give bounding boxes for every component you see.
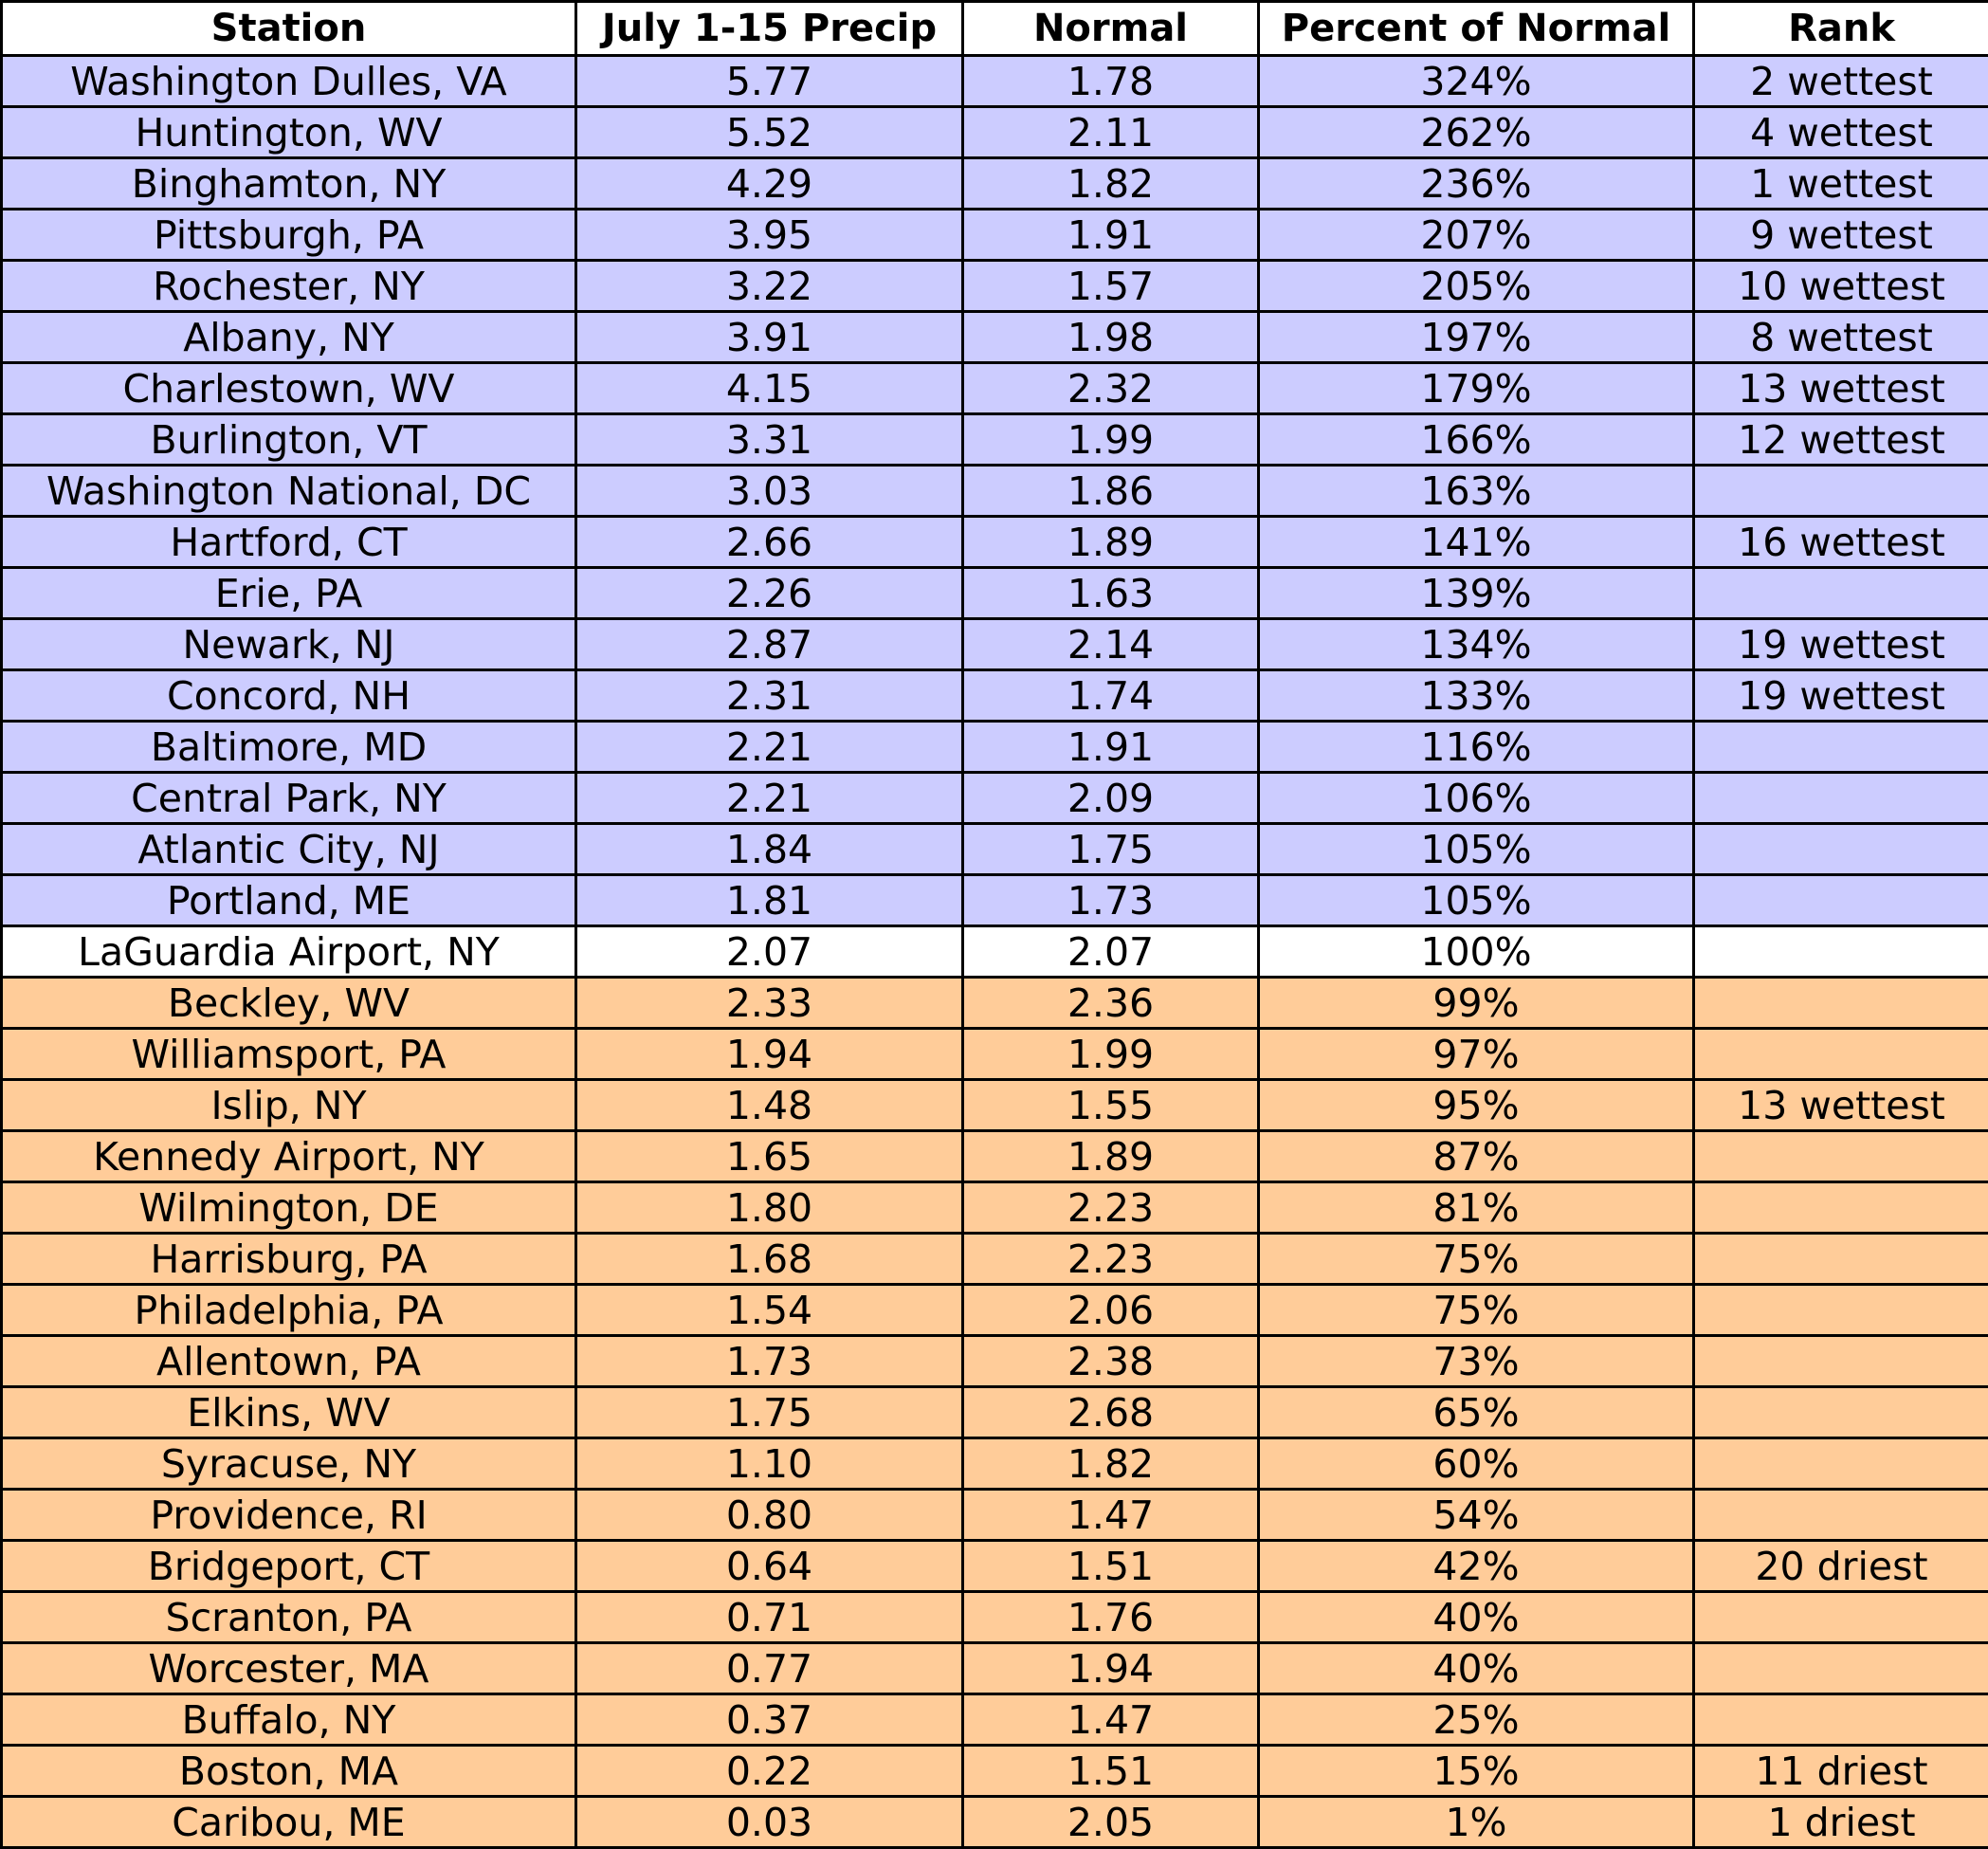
percent-cell: 65% — [1259, 1387, 1694, 1438]
percent-cell: 163% — [1259, 466, 1694, 517]
table-row — [2, 210, 1988, 261]
normal-cell: 1.51 — [963, 1746, 1259, 1797]
table-row — [2, 1541, 1988, 1592]
station-cell: Worcester, MA — [2, 1643, 576, 1694]
station-cell: Scranton, PA — [2, 1592, 576, 1643]
station-cell: Albany, NY — [2, 312, 576, 363]
rank-cell — [1694, 1234, 1988, 1285]
station-cell: Buffalo, NY — [2, 1694, 576, 1746]
normal-cell: 1.55 — [963, 1080, 1259, 1131]
percent-cell: 99% — [1259, 978, 1694, 1029]
normal-cell: 1.86 — [963, 466, 1259, 517]
precip-cell: 5.52 — [576, 107, 963, 158]
precip-cell: 1.10 — [576, 1438, 963, 1490]
precip-cell: 4.29 — [576, 158, 963, 210]
rank-cell — [1694, 1387, 1988, 1438]
rank-cell: 13 wettest — [1694, 1080, 1988, 1131]
normal-cell: 1.98 — [963, 312, 1259, 363]
rank-cell — [1694, 1182, 1988, 1234]
percent-cell: 197% — [1259, 312, 1694, 363]
precip-cell: 0.77 — [576, 1643, 963, 1694]
normal-cell: 2.11 — [963, 107, 1259, 158]
normal-cell: 1.91 — [963, 722, 1259, 773]
rank-cell — [1694, 1643, 1988, 1694]
table-body — [2, 56, 1988, 1848]
station-cell: Concord, NH — [2, 670, 576, 722]
table-row — [2, 107, 1988, 158]
rank-cell — [1694, 1438, 1988, 1490]
normal-cell: 1.63 — [963, 568, 1259, 619]
percent-cell: 40% — [1259, 1592, 1694, 1643]
normal-cell: 1.74 — [963, 670, 1259, 722]
percent-cell: 60% — [1259, 1438, 1694, 1490]
station-cell: Wilmington, DE — [2, 1182, 576, 1234]
table-row — [2, 1643, 1988, 1694]
rank-cell — [1694, 1336, 1988, 1387]
station-cell: Allentown, PA — [2, 1336, 576, 1387]
percent-cell: 40% — [1259, 1643, 1694, 1694]
table-row — [2, 1438, 1988, 1490]
normal-cell: 1.82 — [963, 158, 1259, 210]
station-cell: Providence, RI — [2, 1490, 576, 1541]
precip-cell: 0.22 — [576, 1746, 963, 1797]
station-cell: Caribou, ME — [2, 1797, 576, 1848]
normal-cell: 1.57 — [963, 261, 1259, 312]
precip-cell: 4.15 — [576, 363, 963, 414]
rank-cell: 19 wettest — [1694, 670, 1988, 722]
percent-cell: 133% — [1259, 670, 1694, 722]
table-row — [2, 568, 1988, 619]
precip-cell: 3.03 — [576, 466, 963, 517]
station-cell: Beckley, WV — [2, 978, 576, 1029]
rank-cell — [1694, 1490, 1988, 1541]
station-cell: Burlington, VT — [2, 414, 576, 466]
table-row — [2, 56, 1988, 107]
table-row — [2, 1234, 1988, 1285]
rank-cell — [1694, 1694, 1988, 1746]
header-percent: Percent of Normal — [1259, 2, 1694, 56]
rank-cell: 13 wettest — [1694, 363, 1988, 414]
table-row — [2, 619, 1988, 670]
normal-cell: 2.38 — [963, 1336, 1259, 1387]
percent-cell: 205% — [1259, 261, 1694, 312]
precip-cell: 0.71 — [576, 1592, 963, 1643]
normal-cell: 2.06 — [963, 1285, 1259, 1336]
table-row — [2, 1336, 1988, 1387]
station-cell: Washington Dulles, VA — [2, 56, 576, 107]
table-row — [2, 1131, 1988, 1182]
precip-cell: 2.21 — [576, 722, 963, 773]
precip-cell: 5.77 — [576, 56, 963, 107]
normal-cell: 2.36 — [963, 978, 1259, 1029]
station-cell: Rochester, NY — [2, 261, 576, 312]
percent-cell: 87% — [1259, 1131, 1694, 1182]
station-cell: Syracuse, NY — [2, 1438, 576, 1490]
precip-cell: 1.54 — [576, 1285, 963, 1336]
percent-cell: 25% — [1259, 1694, 1694, 1746]
precip-cell: 1.68 — [576, 1234, 963, 1285]
percent-cell: 105% — [1259, 875, 1694, 926]
station-cell: Portland, ME — [2, 875, 576, 926]
rank-cell: 2 wettest — [1694, 56, 1988, 107]
precip-cell: 0.80 — [576, 1490, 963, 1541]
normal-cell: 2.07 — [963, 926, 1259, 978]
normal-cell: 1.47 — [963, 1694, 1259, 1746]
normal-cell: 2.23 — [963, 1182, 1259, 1234]
percent-cell: 100% — [1259, 926, 1694, 978]
station-cell: Newark, NJ — [2, 619, 576, 670]
precip-cell: 3.31 — [576, 414, 963, 466]
percent-cell: 207% — [1259, 210, 1694, 261]
table-row — [2, 1746, 1988, 1797]
rank-cell — [1694, 1285, 1988, 1336]
percent-cell: 179% — [1259, 363, 1694, 414]
normal-cell: 1.89 — [963, 517, 1259, 568]
rank-cell: 10 wettest — [1694, 261, 1988, 312]
percent-cell: 95% — [1259, 1080, 1694, 1131]
station-cell: Boston, MA — [2, 1746, 576, 1797]
station-cell: Huntington, WV — [2, 107, 576, 158]
table-row — [2, 1694, 1988, 1746]
percent-cell: 73% — [1259, 1336, 1694, 1387]
table-row — [2, 824, 1988, 875]
normal-cell: 1.94 — [963, 1643, 1259, 1694]
rank-cell: 8 wettest — [1694, 312, 1988, 363]
station-cell: Central Park, NY — [2, 773, 576, 824]
precip-cell: 1.73 — [576, 1336, 963, 1387]
percent-cell: 1% — [1259, 1797, 1694, 1848]
table-row — [2, 1490, 1988, 1541]
normal-cell: 1.78 — [963, 56, 1259, 107]
header-row — [2, 2, 1988, 56]
precip-cell: 3.95 — [576, 210, 963, 261]
rank-cell: 19 wettest — [1694, 619, 1988, 670]
table-row — [2, 670, 1988, 722]
normal-cell: 2.68 — [963, 1387, 1259, 1438]
precip-cell: 2.07 — [576, 926, 963, 978]
normal-cell: 2.23 — [963, 1234, 1259, 1285]
station-cell: LaGuardia Airport, NY — [2, 926, 576, 978]
precip-cell: 0.37 — [576, 1694, 963, 1746]
percent-cell: 324% — [1259, 56, 1694, 107]
rank-cell — [1694, 824, 1988, 875]
table-row — [2, 414, 1988, 466]
rank-cell: 4 wettest — [1694, 107, 1988, 158]
precip-cell: 1.81 — [576, 875, 963, 926]
percent-cell: 15% — [1259, 1746, 1694, 1797]
normal-cell: 1.73 — [963, 875, 1259, 926]
percent-cell: 134% — [1259, 619, 1694, 670]
station-cell: Pittsburgh, PA — [2, 210, 576, 261]
precip-cell: 1.94 — [576, 1029, 963, 1080]
table-row — [2, 722, 1988, 773]
precip-cell: 2.66 — [576, 517, 963, 568]
precip-cell: 1.65 — [576, 1131, 963, 1182]
normal-cell: 2.09 — [963, 773, 1259, 824]
header-station: Station — [2, 2, 576, 56]
precip-cell: 2.26 — [576, 568, 963, 619]
table-header — [2, 2, 1988, 56]
table-row — [2, 1029, 1988, 1080]
precip-cell: 2.33 — [576, 978, 963, 1029]
rank-cell: 20 driest — [1694, 1541, 1988, 1592]
normal-cell: 2.05 — [963, 1797, 1259, 1848]
normal-cell: 1.47 — [963, 1490, 1259, 1541]
table-row — [2, 1080, 1988, 1131]
rank-cell — [1694, 1592, 1988, 1643]
station-cell: Harrisburg, PA — [2, 1234, 576, 1285]
rank-cell — [1694, 1029, 1988, 1080]
station-cell: Williamsport, PA — [2, 1029, 576, 1080]
percent-cell: 262% — [1259, 107, 1694, 158]
table-row — [2, 875, 1988, 926]
station-cell: Erie, PA — [2, 568, 576, 619]
precip-cell: 2.87 — [576, 619, 963, 670]
precip-cell: 2.21 — [576, 773, 963, 824]
table-row — [2, 312, 1988, 363]
percent-cell: 42% — [1259, 1541, 1694, 1592]
table-row — [2, 517, 1988, 568]
normal-cell: 2.14 — [963, 619, 1259, 670]
station-cell: Islip, NY — [2, 1080, 576, 1131]
normal-cell: 1.99 — [963, 1029, 1259, 1080]
station-cell: Bridgeport, CT — [2, 1541, 576, 1592]
percent-cell: 105% — [1259, 824, 1694, 875]
precip-cell: 1.80 — [576, 1182, 963, 1234]
table-row — [2, 1182, 1988, 1234]
percent-cell: 75% — [1259, 1234, 1694, 1285]
normal-cell: 1.99 — [963, 414, 1259, 466]
header-precip: July 1-15 Precip — [576, 2, 963, 56]
rank-cell — [1694, 773, 1988, 824]
station-cell: Charlestown, WV — [2, 363, 576, 414]
station-cell: Binghamton, NY — [2, 158, 576, 210]
percent-cell: 139% — [1259, 568, 1694, 619]
rank-cell — [1694, 722, 1988, 773]
station-cell: Baltimore, MD — [2, 722, 576, 773]
normal-cell: 1.75 — [963, 824, 1259, 875]
percent-cell: 236% — [1259, 158, 1694, 210]
precip-cell: 3.22 — [576, 261, 963, 312]
percent-cell: 97% — [1259, 1029, 1694, 1080]
station-cell: Atlantic City, NJ — [2, 824, 576, 875]
rank-cell — [1694, 466, 1988, 517]
precip-cell: 1.84 — [576, 824, 963, 875]
rank-cell: 12 wettest — [1694, 414, 1988, 466]
station-cell: Kennedy Airport, NY — [2, 1131, 576, 1182]
percent-cell: 116% — [1259, 722, 1694, 773]
table-row — [2, 363, 1988, 414]
table-row — [2, 1285, 1988, 1336]
normal-cell: 2.32 — [963, 363, 1259, 414]
table-row — [2, 261, 1988, 312]
table-row — [2, 466, 1988, 517]
precip-cell: 1.75 — [576, 1387, 963, 1438]
percent-cell: 141% — [1259, 517, 1694, 568]
precip-cell: 2.31 — [576, 670, 963, 722]
table-row — [2, 158, 1988, 210]
percent-cell: 54% — [1259, 1490, 1694, 1541]
station-cell: Philadelphia, PA — [2, 1285, 576, 1336]
station-cell: Elkins, WV — [2, 1387, 576, 1438]
rank-cell — [1694, 926, 1988, 978]
normal-cell: 1.91 — [963, 210, 1259, 261]
precip-cell: 0.03 — [576, 1797, 963, 1848]
rank-cell — [1694, 875, 1988, 926]
precip-cell: 1.48 — [576, 1080, 963, 1131]
rank-cell: 9 wettest — [1694, 210, 1988, 261]
normal-cell: 1.82 — [963, 1438, 1259, 1490]
table-row — [2, 926, 1988, 978]
normal-cell: 1.51 — [963, 1541, 1259, 1592]
table-row — [2, 773, 1988, 824]
precip-cell: 0.64 — [576, 1541, 963, 1592]
station-cell: Washington National, DC — [2, 466, 576, 517]
normal-cell: 1.76 — [963, 1592, 1259, 1643]
rank-cell — [1694, 978, 1988, 1029]
rank-cell: 1 wettest — [1694, 158, 1988, 210]
rank-cell: 16 wettest — [1694, 517, 1988, 568]
table-row — [2, 1592, 1988, 1643]
table-row — [2, 1797, 1988, 1848]
header-rank: Rank — [1694, 2, 1988, 56]
percent-cell: 81% — [1259, 1182, 1694, 1234]
rank-cell — [1694, 568, 1988, 619]
station-cell: Hartford, CT — [2, 517, 576, 568]
table-row — [2, 1387, 1988, 1438]
percent-cell: 75% — [1259, 1285, 1694, 1336]
percent-cell: 106% — [1259, 773, 1694, 824]
rank-cell: 11 driest — [1694, 1746, 1988, 1797]
precip-cell: 3.91 — [576, 312, 963, 363]
normal-cell: 1.89 — [963, 1131, 1259, 1182]
header-normal: Normal — [963, 2, 1259, 56]
rank-cell — [1694, 1131, 1988, 1182]
table-row — [2, 978, 1988, 1029]
percent-cell: 166% — [1259, 414, 1694, 466]
rank-cell: 1 driest — [1694, 1797, 1988, 1848]
